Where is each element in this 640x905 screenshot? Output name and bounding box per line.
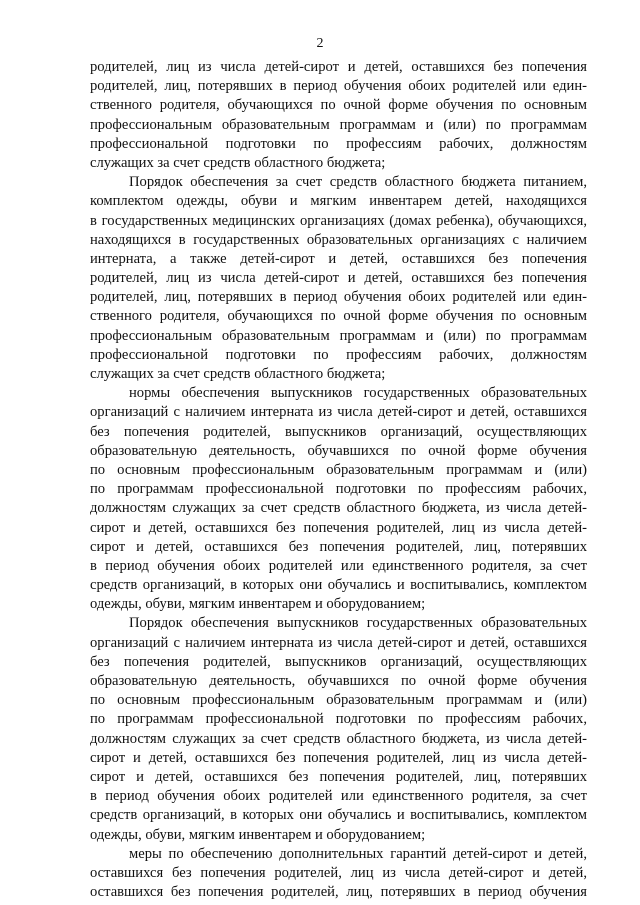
text-line: по программам профессиональной подготовки по профессиям рабочих, bbox=[90, 711, 587, 728]
text-line: служащих за счет средств областного бюджета; bbox=[90, 154, 386, 171]
text-line: родителей, лиц, потерявших в период обучения обоих родителей или един- bbox=[90, 289, 587, 306]
text-line: в государственных медицинских организациях (домах ребенка), обучающихся, bbox=[90, 212, 587, 229]
text-line: по основным профессиональным образовательным программам и (или) bbox=[90, 461, 587, 478]
text-line: должностям служащих за счет средств областного бюджета, из числа детей- bbox=[90, 500, 587, 517]
text-line: родителей, лиц, потерявших в период обучения обоих родителей или един- bbox=[90, 78, 587, 95]
text-line: средств организаций, в которых они обучались и воспитывались, комплектом bbox=[90, 807, 587, 824]
text-line: нормы обеспечения выпускников государственных образовательных bbox=[129, 385, 587, 402]
paragraph-4 bbox=[90, 614, 587, 844]
text-line: сирот и детей, оставшихся без попечения родителей, лиц из числа детей- bbox=[90, 519, 587, 536]
page-number: 2 bbox=[316, 36, 324, 51]
paragraph-5 bbox=[90, 845, 587, 903]
text-line: родителей, лиц из числа детей-сирот и детей, оставшихся без попечения bbox=[90, 59, 587, 75]
text-line: организаций с наличием интерната из числа детей-сирот и детей, оставшихся bbox=[90, 634, 587, 651]
text-line: профессиональной подготовки по профессиям рабочих, должностям bbox=[90, 346, 587, 363]
text-line: родителей, лиц из числа детей-сирот и детей, оставшихся без попечения bbox=[90, 270, 587, 287]
text-line: образовательную деятельность, обучавшихся по очной форме обучения bbox=[90, 442, 587, 459]
text-line: ственного родителя, обучающихся по очной форме обучения по основным bbox=[90, 308, 587, 325]
text-line: профессиональной подготовки по профессиям рабочих, должностям bbox=[90, 135, 587, 152]
text-line: средств организаций, в которых они обучались и воспитывались, комплектом bbox=[90, 577, 587, 594]
text-line: сирот и детей, оставшихся без попечения родителей, лиц, потерявших bbox=[90, 538, 587, 555]
text-line: служащих за счет средств областного бюджета; bbox=[90, 366, 386, 382]
text-line: ственного родителя, обучающихся по очной форме обучения по основным bbox=[90, 97, 587, 114]
text-line: Порядок обеспечения за счет средств областного бюджета питанием, bbox=[129, 174, 587, 191]
paragraph-3 bbox=[90, 384, 587, 614]
paragraph-1 bbox=[90, 58, 587, 173]
text-line: одежды, обуви, мягким инвентарем и оборудованием; bbox=[90, 826, 426, 843]
text-line: образовательную деятельность, обучавшихся по очной форме обучения bbox=[90, 673, 587, 689]
text-line: по программам профессиональной подготовки по профессиям рабочих, bbox=[90, 481, 587, 498]
text-line: оставшихся без попечения родителей, лиц из числа детей-сирот и детей, bbox=[90, 864, 587, 881]
text-line: одежды, обуви, мягким инвентарем и оборудованием; bbox=[90, 596, 426, 613]
text-line: профессиональным образовательным программам и (или) по программам bbox=[90, 327, 587, 344]
text-line: комплектом одежды, обуви и мягким инвентарем детей, находящихся bbox=[90, 193, 587, 210]
text-line: находящихся в государственных образовательных организациях с наличием bbox=[90, 231, 587, 248]
document-body bbox=[90, 58, 587, 902]
text-line: организаций с наличием интерната из числа детей-сирот и детей, оставшихся bbox=[90, 404, 587, 421]
text-line: сирот и детей, оставшихся без попечения родителей, лиц, потерявших bbox=[90, 768, 587, 785]
text-line: меры по обеспечению дополнительных гарантий детей-сирот и детей, bbox=[129, 845, 587, 862]
text-line: сирот и детей, оставшихся без попечения родителей, лиц из числа детей- bbox=[90, 749, 587, 766]
text-line: профессиональным образовательным программам и (или) по программам bbox=[90, 116, 587, 133]
text-line: без попечения родителей, выпускников организаций, осуществляющих bbox=[90, 423, 587, 440]
text-line: Порядок обеспечения выпускников государственных образовательных bbox=[129, 615, 587, 632]
text-line: по основным профессиональным образовательным программам и (или) bbox=[90, 692, 587, 709]
text-line: оставшихся без попечения родителей, лиц, потерявших в период обучения bbox=[90, 884, 587, 901]
text-line: интерната, а также детей-сирот и детей, оставшихся без попечения bbox=[90, 250, 587, 267]
text-line: должностям служащих за счет средств областного бюджета, из числа детей- bbox=[90, 730, 587, 747]
paragraph-2 bbox=[90, 173, 587, 384]
text-line: без попечения родителей, выпускников организаций, осуществляющих bbox=[90, 653, 587, 670]
text-line: в период обучения обоих родителей или единственного родителя, за счет bbox=[90, 788, 587, 805]
text-line: в период обучения обоих родителей или единственного родителя, за счет bbox=[90, 557, 587, 574]
